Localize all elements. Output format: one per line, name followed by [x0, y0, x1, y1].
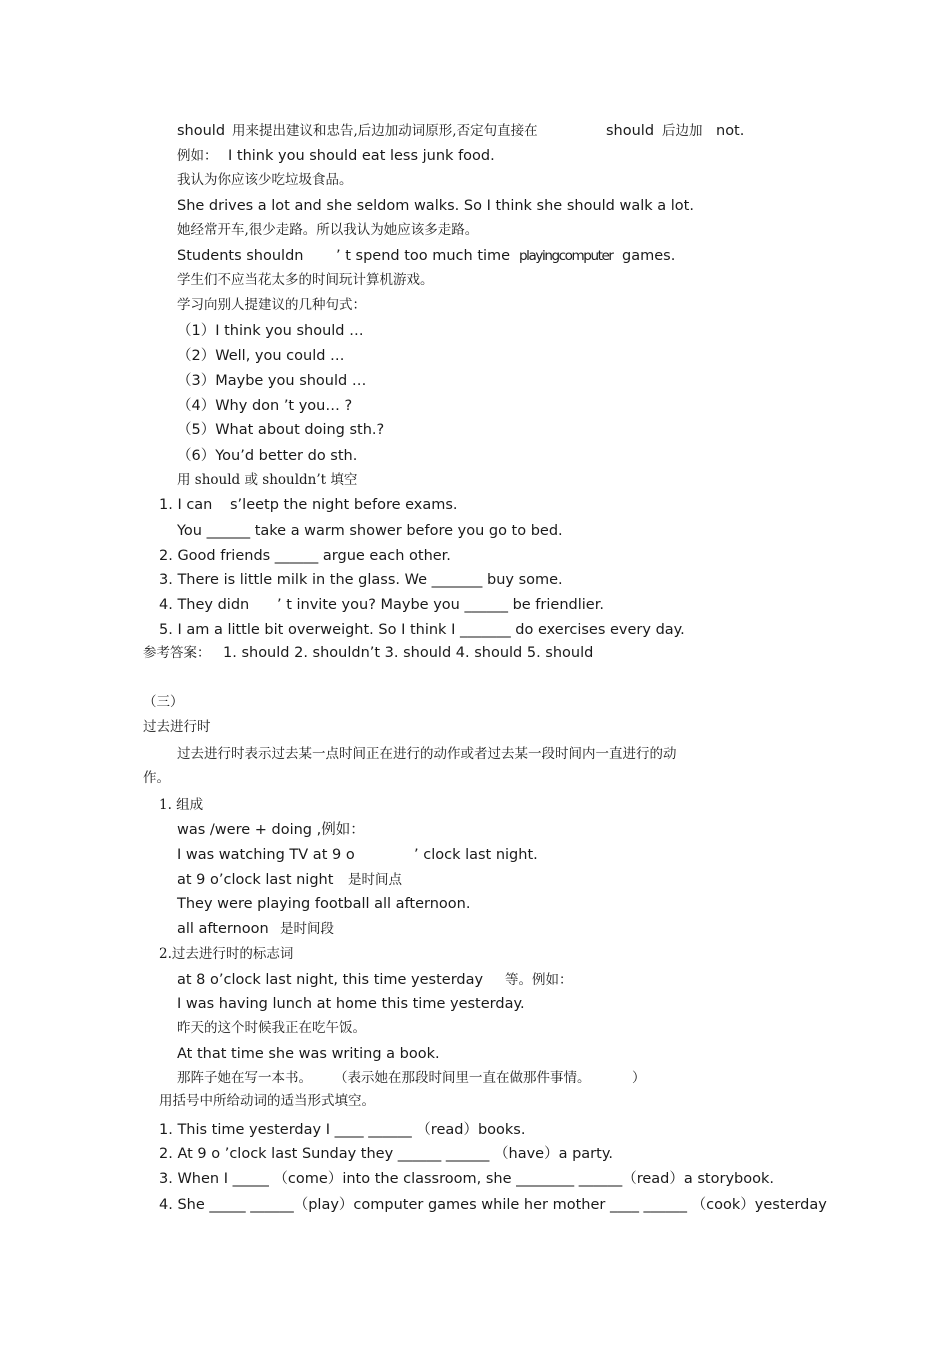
structure-formula: was /were + doing ,例如：: [177, 822, 365, 838]
exercise-q3: 3. There is little milk in the glass. We _______ buy some.: [159, 572, 563, 588]
answers: 1. should 2. shouldn’t 3. should 4. should 5. should: [223, 645, 594, 661]
pc-example1-part1: I was watching TV at 9 o: [177, 847, 355, 863]
markers-zh: 等。例如：: [505, 972, 573, 988]
pc-example1-note-zh: 是时间点: [348, 872, 402, 888]
should-intro-part4: 后边加: [662, 123, 703, 139]
should-intro-part5: not.: [716, 123, 745, 139]
fill-heading: 用 should 或 shouldn’t 填空: [177, 472, 358, 488]
exercise-q1-line2: You ______ take a warm shower before you go to bed.: [177, 523, 563, 539]
practice-item: 1. This time yesterday I ____ ______ （read）books.: [159, 1122, 526, 1138]
pc-example2-note-en: all afternoon: [177, 921, 269, 937]
practice-heading: 用括号中所给动词的适当形式填空。: [159, 1093, 375, 1109]
pattern-item: （6）You’d better do sth.: [177, 448, 358, 464]
structure-heading: 1. 组成: [159, 797, 204, 813]
pattern-item: （5）What about doing sth.?: [177, 422, 385, 438]
marker-example2-zh-part3: ）: [632, 1070, 646, 1086]
example3-en-part1: Students shouldn: [177, 248, 304, 264]
exercise-q2: 2. Good friends ______ argue each other.: [159, 548, 451, 564]
pc-example2-note-zh: 是时间段: [280, 921, 334, 937]
pc-example1-part2: ’ clock last night.: [414, 847, 538, 863]
patterns-heading: 学习向别人提建议的几种句式：: [177, 297, 366, 313]
practice-item: 2. At 9 o ’clock last Sunday they ______ ______ （have）a party.: [159, 1146, 613, 1162]
practice-item: 3. When I _____ （come）into the classroom, she ________ ______（read）a storybook.: [159, 1171, 774, 1187]
section-number: （三）: [143, 694, 184, 710]
exercise-q5: 5. I am a little bit overweight. So I think I _______ do exercises every day.: [159, 622, 685, 638]
pc-example2: They were playing football all afternoon.: [177, 896, 471, 912]
pattern-item: （3）Maybe you should …: [177, 373, 367, 389]
section-title: 过去进行时: [143, 719, 211, 735]
exercise-q4-part2: ’ t invite you? Maybe you ______ be friendlier.: [277, 597, 604, 613]
example3-zh: 学生们不应当花太多的时间玩计算机游戏。: [177, 272, 434, 288]
example3-en-part2: ’ t spend too much time: [336, 248, 511, 264]
exercise-q1-part1: 1. I can: [159, 497, 213, 513]
example2-en: She drives a lot and she seldom walks. So I think she should walk a lot.: [177, 198, 694, 214]
example1-zh: 我认为你应该少吃垃圾食品。: [177, 172, 353, 188]
markers-en: at 8 o’clock last night, this time yesterday: [177, 972, 484, 988]
example2-zh: 她经常开车,很少走路。所以我认为她应该多走路。: [177, 222, 479, 238]
marker-example1-zh: 昨天的这个时候我正在吃午饭。: [177, 1020, 366, 1036]
answers-label: 参考答案：: [143, 645, 211, 661]
marker-example2-en: At that time she was writing a book.: [177, 1046, 440, 1062]
practice-item: 4. She _____ ______（play）computer games while her mother ____ ______ （cook）yesterday: [159, 1197, 827, 1213]
pattern-item: （2）Well, you could …: [177, 348, 345, 364]
markers-heading: 2.过去进行时的标志词: [159, 946, 294, 962]
should-intro-part1: should: [177, 123, 226, 139]
marker-example2-zh-part1: 那阵子她在写一本书。: [177, 1070, 312, 1086]
marker-example1-en: I was having lunch at home this time yesterday.: [177, 996, 525, 1012]
should-intro-part3: should: [606, 123, 655, 139]
pattern-item: （1）I think you should …: [177, 323, 364, 339]
exercise-q1-part2: s’leetp the night before exams.: [230, 497, 458, 513]
exercise-q4-part1: 4. They didn: [159, 597, 250, 613]
example-label: 例如：: [177, 148, 218, 164]
example3-en-part3: playingcomputer: [519, 248, 613, 264]
example3-en-part4: games.: [622, 248, 676, 264]
marker-example2-zh-part2: （表示她在那段时间里一直在做那件事情。: [334, 1070, 591, 1086]
example1-en: I think you should eat less junk food.: [228, 148, 495, 164]
pattern-item: （4）Why don ’t you… ?: [177, 398, 353, 414]
pc-example1-note-en: at 9 o’clock last night: [177, 872, 334, 888]
should-intro-part2: 用来提出建议和忠告,后边加动词原形,否定句直接在: [232, 123, 538, 139]
definition-line1: 过去进行时表示过去某一点时间正在进行的动作或者过去某一段时间内一直进行的动: [177, 746, 677, 762]
definition-line2: 作。: [143, 770, 170, 786]
